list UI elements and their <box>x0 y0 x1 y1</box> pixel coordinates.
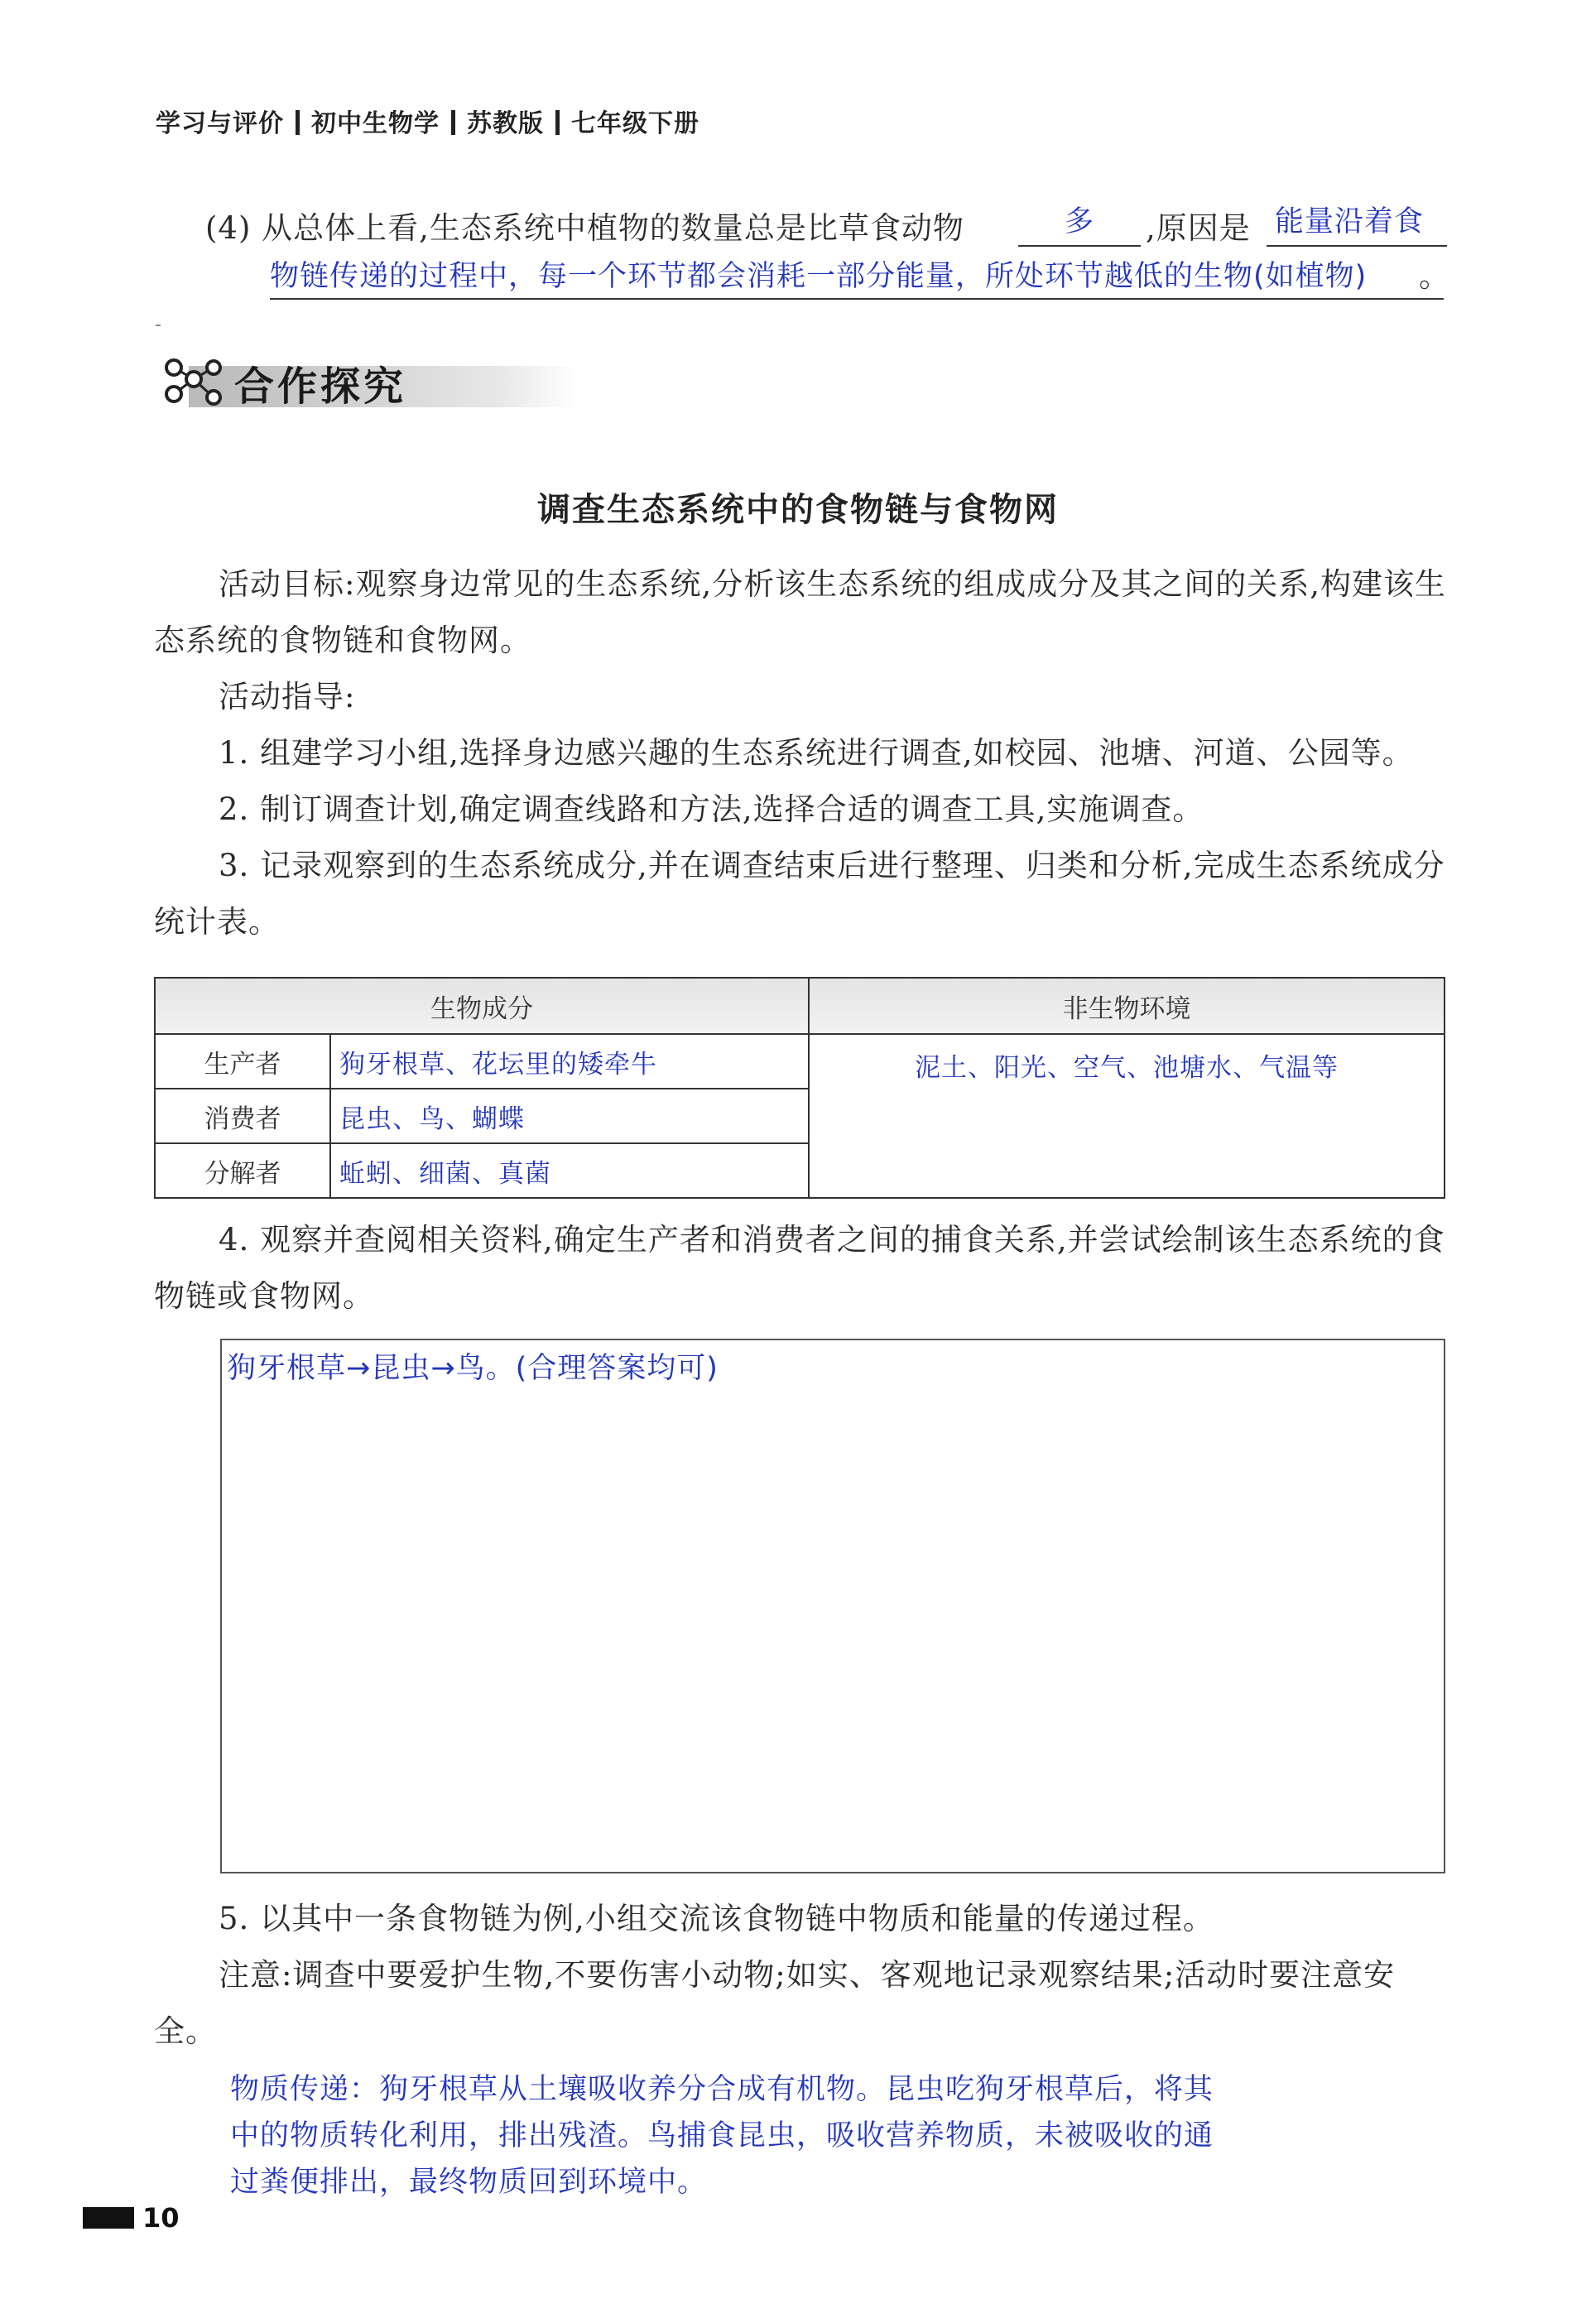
composition-table <box>154 977 1445 1199</box>
activity-goal: 活动目标:观察身边常见的生态系统,分析该生态系统的组成成分及其之间的关系,构建该生态系统的食物链和食物网。 <box>154 566 1446 658</box>
table-row <box>155 1034 1445 1089</box>
producer-answer: 狗牙根草、花坛里的矮牵牛 <box>330 1034 809 1089</box>
table-header-row <box>155 978 1445 1034</box>
question-4-text-b: ,原因是 <box>1146 210 1251 246</box>
header-grade: 七年级下册 <box>571 109 699 138</box>
activity-step-1: 1. 组建学习小组,选择身边感兴趣的生态系统进行调查,如校园、池塘、河道、公园等。 <box>219 735 1414 771</box>
food-web-drawing-area <box>220 1339 1445 1873</box>
material-transfer-answer <box>230 2066 1214 2205</box>
molecule-icon <box>156 353 230 412</box>
question-4-end-mark: 。 <box>1419 258 1450 294</box>
material-answer-line-2: 中的物质转化利用，排出残渣。鸟捕食昆虫，吸收营养物质，未被吸收的通 <box>230 2119 1214 2152</box>
header-subject: 初中生物学 <box>311 109 440 138</box>
abiotic-answer: 泥土、阳光、空气、池塘水、气温等 <box>809 1034 1445 1198</box>
decomposer-answer: 蚯蚓、细菌、真菌 <box>330 1143 809 1198</box>
answer-underline <box>1267 245 1447 247</box>
activity-guide-label: 活动指导: <box>219 679 356 714</box>
row-label-consumer: 消费者 <box>155 1089 330 1143</box>
page-header <box>156 103 699 139</box>
food-chain-answer: 狗牙根草→昆虫→鸟。(合理答案均可) <box>227 1352 719 1385</box>
answer-reason-line1: 能量沿着食 <box>1275 205 1425 238</box>
row-label-producer: 生产者 <box>155 1034 330 1089</box>
table-header-abiotic: 非生物环境 <box>809 978 1445 1034</box>
header-separator <box>296 110 300 135</box>
answer-underline <box>270 298 1444 300</box>
activity-step-3: 3. 记录观察到的生态系统成分,并在调查结束后进行整理、归类和分析,完成生态系统成分统计表。 <box>154 848 1445 940</box>
answer-more: 多 <box>1065 205 1095 238</box>
divider-mark <box>156 325 161 326</box>
activity-step-5: 5. 以其中一条食物链为例,小组交流该食物链中物质和能量的传递过程。 <box>219 1901 1214 1936</box>
header-edition: 苏教版 <box>467 109 544 138</box>
activity-step-4: 4. 观察并查阅相关资料,确定生产者和消费者之间的捕食关系,并尝试绘制该生态系统的食物链或食物网。 <box>154 1222 1445 1314</box>
header-separator <box>451 110 455 135</box>
activity-title: 调查生态系统中的食物链与食物网 <box>537 491 1059 529</box>
section-title: 合作探究 <box>234 363 407 410</box>
material-answer-line-1: 物质传递：狗牙根草从土壤吸收养分合成有机物。昆虫吃狗牙根草后，将其 <box>230 2073 1214 2106</box>
answer-underline <box>1018 245 1141 247</box>
header-separator <box>555 110 560 135</box>
material-answer-line-3: 过粪便排出，最终物质回到环境中。 <box>230 2166 708 2199</box>
answer-reason-line2: 物链传递的过程中，每一个环节都会消耗一部分能量，所处环节越低的生物(如植物) <box>270 260 1368 293</box>
question-4-text-a: (4) 从总体上看,生态系统中植物的数量总是比草食动物 <box>205 210 964 246</box>
page-number-bar <box>83 2207 134 2229</box>
activity-note: 注意:调查中要爱护生物,不要伤害小动物;如实、客观地记录观察结果;活动时要注意安全。 <box>154 1957 1396 2049</box>
header-series: 学习与评价 <box>156 109 284 138</box>
page-number: 10 <box>142 2202 180 2234</box>
consumer-answer: 昆虫、鸟、蝴蝶 <box>330 1089 809 1143</box>
row-label-decomposer: 分解者 <box>155 1143 330 1198</box>
activity-step-2: 2. 制订调查计划,确定调查线路和方法,选择合适的调查工具,实施调查。 <box>219 791 1204 827</box>
table-header-biotic: 生物成分 <box>155 978 809 1034</box>
